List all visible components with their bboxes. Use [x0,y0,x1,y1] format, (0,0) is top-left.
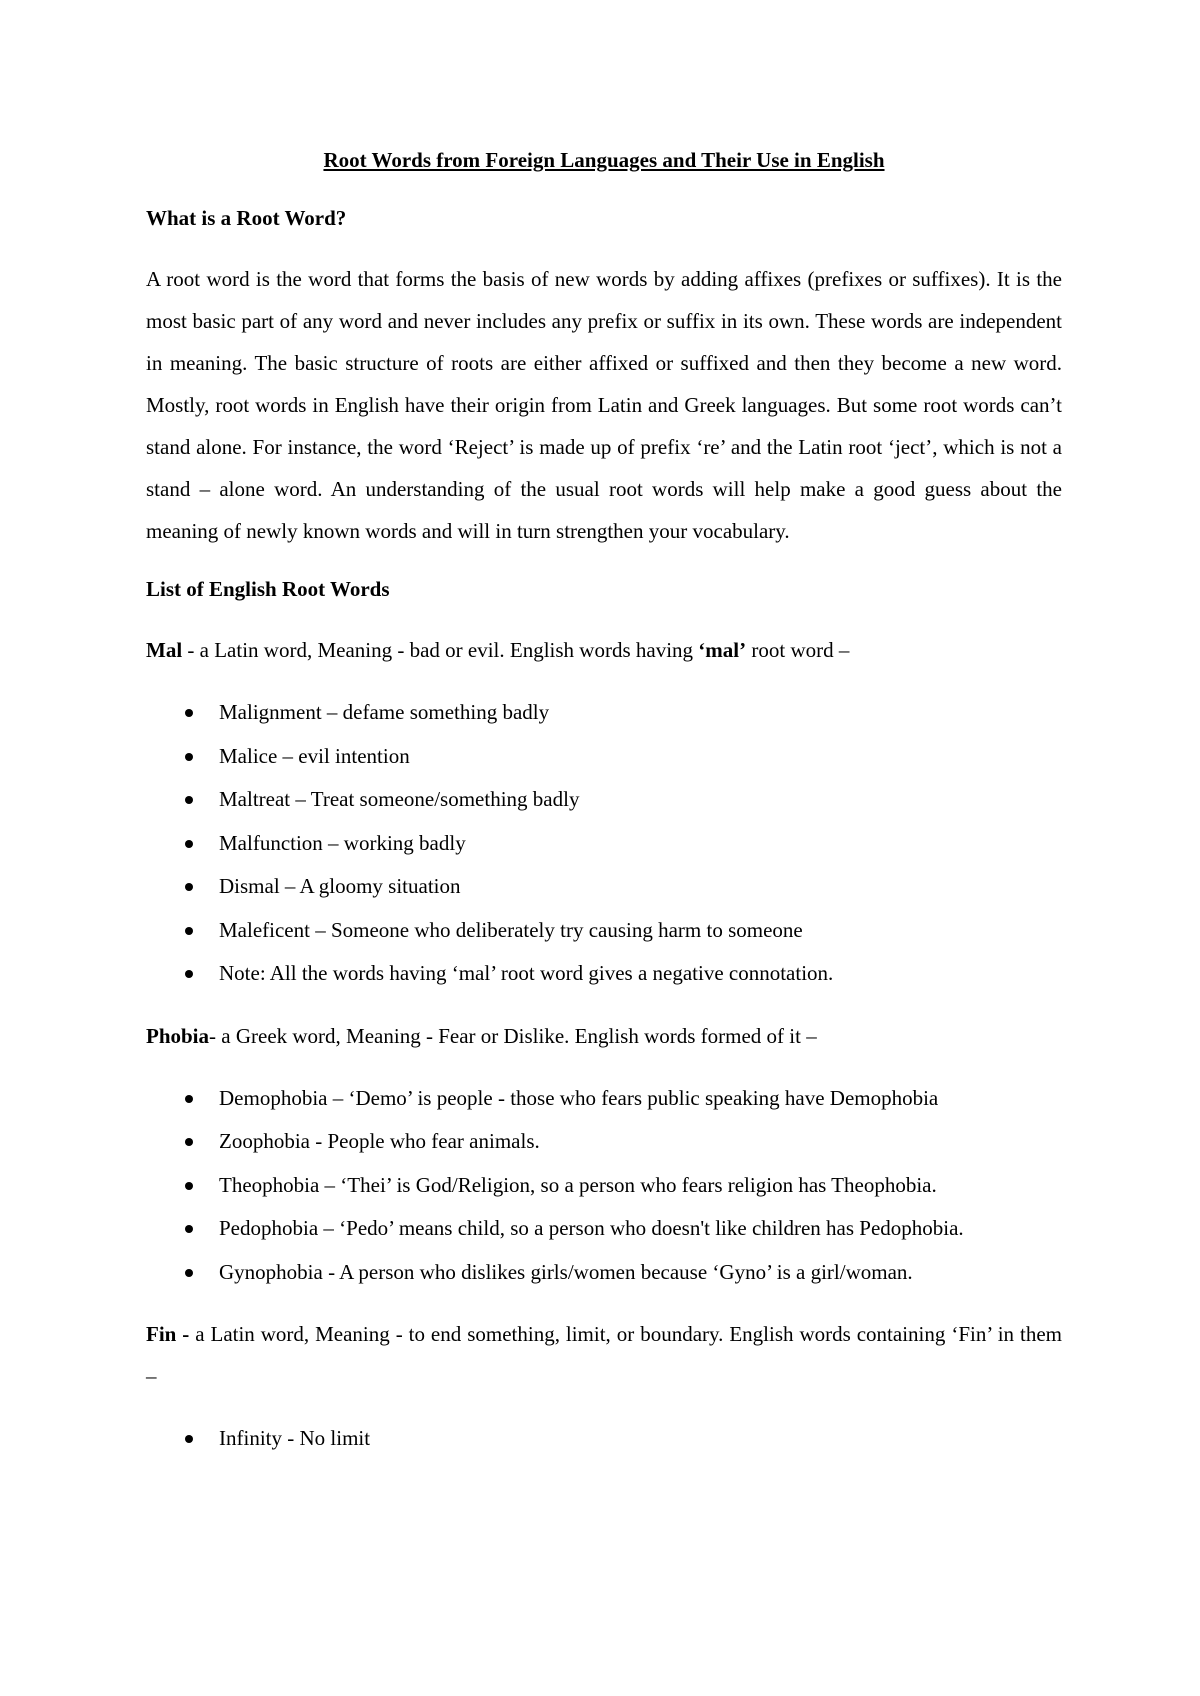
list-item-text: Malignment – defame something badly [219,700,550,724]
list-item [146,778,1062,822]
list-item [146,1251,1062,1295]
bullet-icon [185,883,193,891]
section-heading-root-list: List of English Root Words [146,577,390,601]
list-item [146,1207,1062,1251]
list-item [146,822,1062,866]
phobia-term: Phobia [146,1023,210,1048]
bullet-icon [185,796,193,804]
list-item [146,1120,1062,1164]
list-item-text: Pedophobia – ‘Pedo’ means child, so a person who doesn't like children has Pedophobia. [219,1216,964,1240]
section-heading-root-word: What is a Root Word? [146,206,347,230]
document-content [146,140,1062,1480]
mal-term: Mal [146,638,183,662]
phobia-word-list [146,1077,1062,1295]
bullet-icon [185,709,193,717]
list-item [146,691,1062,735]
mal-word-list [146,691,1062,996]
bullet-icon [185,970,193,978]
list-item-text: Theophobia – ‘Thei’ is God/Religion, so a person who fears religion has Theophobia. [219,1172,937,1197]
bullet-icon [185,1225,193,1233]
list-item-text: Gynophobia - A person who dislikes girls/women because ‘Gyno’ is a girl/woman. [219,1259,913,1284]
bullet-icon [185,753,193,761]
mal-intro [146,629,1062,671]
mal-desc-after: root word – [746,638,850,662]
list-item-text: Demophobia – ‘Demo’ is people - those who fears public speaking have Demophobia [219,1085,939,1110]
bullet-icon [185,1182,193,1190]
bullet-icon [185,1269,193,1277]
list-item [146,909,1062,953]
list-item-text: Malice – evil intention [219,743,410,768]
bullet-icon [185,1138,193,1146]
list-item-text: Malfunction – working badly [219,830,466,855]
fin-term: Fin - [146,1322,190,1346]
list-item-text: Note: All the words having ‘mal’ root word gives a negative connotation. [219,961,834,985]
fin-desc: a Latin word, Meaning - to end something, limit, or boundary. English words containing ‘Fin’ in them – [146,1322,1062,1388]
list-item [146,735,1062,779]
list-item-text: Maleficent – Someone who deliberately try causing harm to someone [219,917,803,942]
bullet-icon [185,927,193,935]
list-item-text: Maltreat – Treat someone/something badly [219,787,580,811]
mal-desc-before: - a Latin word, Meaning - bad or evil. English words having [182,638,699,662]
list-item [146,952,1062,996]
list-item [146,1164,1062,1208]
fin-intro [146,1313,1062,1397]
document-title: Root Words from Foreign Languages and Their Use in English [323,148,885,172]
phobia-desc: - a Greek word, Meaning - Fear or Dislike. English words formed of it – [209,1023,817,1048]
list-item [146,1077,1062,1121]
root-word-paragraph: A root word is the word that forms the basis of new words by adding affixes (prefixes or suffixes). It is the most basic part of any word and never includes any prefix or suffix in its own. These words are independent in meaning. The basic structure of roots are either affixed or suffixed and then they become a new word. Mostly, root words in English have their origin from Latin and Greek languages. But some root words can’t stand alone. For instance, the word ‘Reject’ is made up of prefix ‘re’ and the Latin root ‘ject’, which is not a stand – alone word. An understanding of the usual root words will help make a good guess about the meaning of newly known words and will in turn strengthen your vocabulary. [146,267,1062,543]
bullet-icon [185,1095,193,1103]
list-item-text: Dismal – A gloomy situation [219,874,461,898]
bullet-icon [185,1435,193,1443]
fin-word-list [146,1417,1062,1461]
phobia-intro [146,1015,1062,1057]
list-item [146,1417,1062,1461]
list-item-text: Infinity - No limit [219,1426,371,1450]
list-item-text: Zoophobia - People who fear animals. [219,1129,540,1153]
bullet-icon [185,840,193,848]
list-item [146,865,1062,909]
mal-desc-bold: ‘mal’ [698,638,747,662]
